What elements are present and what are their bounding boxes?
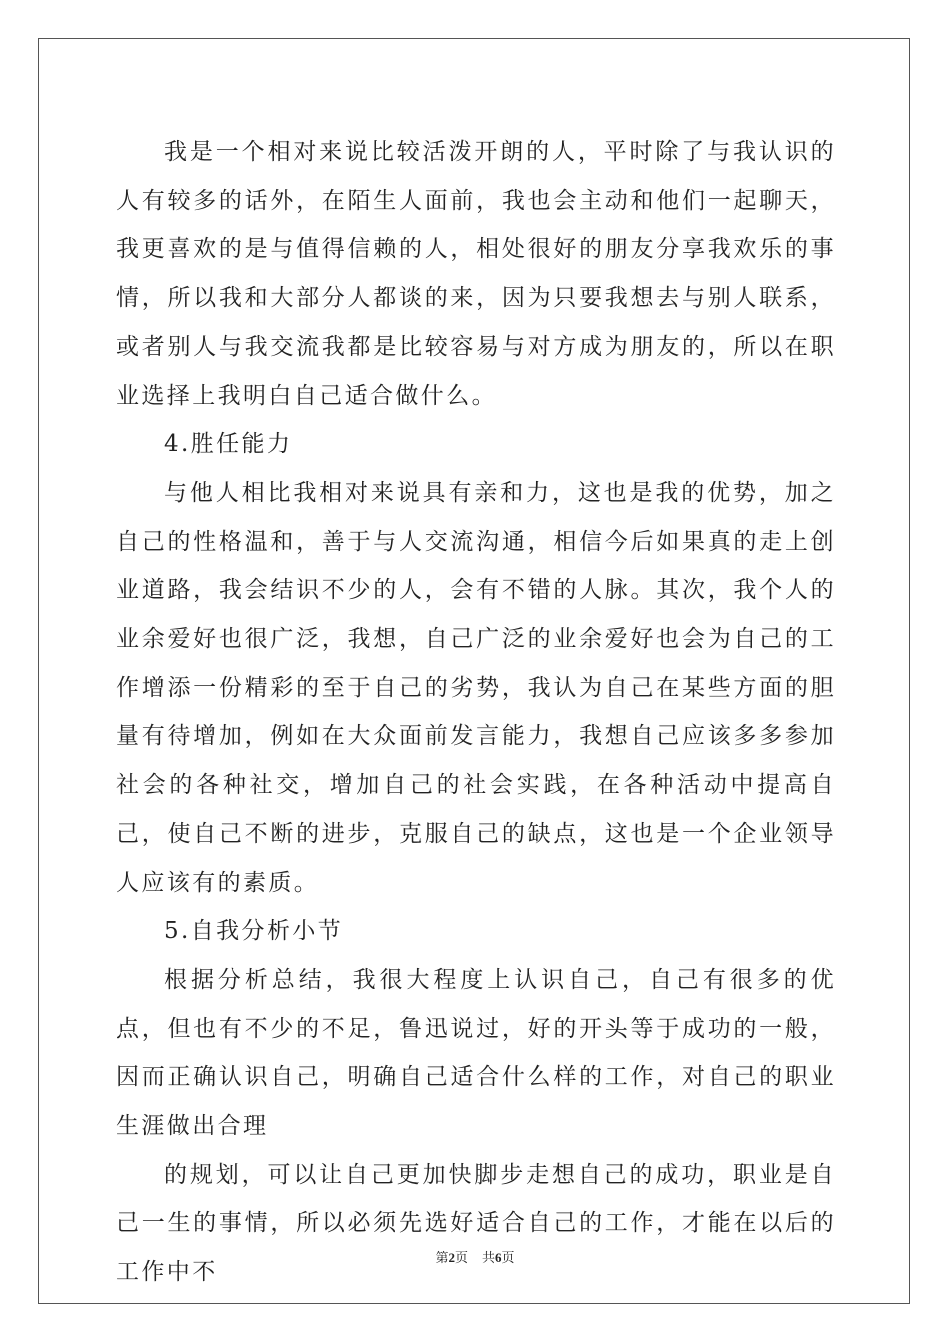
total-suffix: 页: [501, 1250, 515, 1265]
paragraph-competence: 与他人相比我相对来说具有亲和力，这也是我的优势，加之自己的性格温和，善于与人交流沟通，相信今后如果真的走上创业道路，我会结识不少的人，会有不错的人脉。其次，我个人的业余爱好也很广泛，我想，自己广泛的业余爱好也会为自己的工作增添一份精彩的至于自己的劣势，我认为自己在某些方面的胆量有待增加，例如在大众面前发言能力，我想自己应该多多参加社会的各种社交，增加自己的社会实践，在各种活动中提高自己，使自己不断的进步，克服自己的缺点，这也是一个企业领导人应该有的素质。: [116, 479, 836, 896]
page-prefix: 第: [435, 1250, 449, 1265]
total-pages: 6: [495, 1250, 502, 1265]
heading-self-analysis-summary: 5.自我分析小节: [164, 918, 344, 945]
page-suffix: 页: [454, 1250, 468, 1265]
heading-competence: 4.胜任能力: [164, 431, 293, 458]
total-prefix: 共: [482, 1250, 496, 1265]
page-footer: [0, 1247, 950, 1266]
paragraph-summary: 根据分析总结，我很大程度上认识自己，自己有很多的优点，但也有不少的不足，鲁迅说过，好的开头等于成功的一般，因而正确认识自己，明确自己适合什么样的工作，对自己的职业生涯做出合理: [116, 966, 836, 1140]
paragraph-personality: 我是一个相对来说比较活泼开朗的人，平时除了与我认识的人有较多的话外，在陌生人面前，我也会主动和他们一起聊天，我更喜欢的是与值得信赖的人，相处很好的朋友分享我欢乐的事情，所以我和大部分人都谈的来，因为只要我想去与别人联系，或者别人与我交流我都是比较容易与对方成为朋友的，所以在职业选择上我明白自己适合做什么。: [116, 139, 836, 409]
page-number: 2: [448, 1250, 455, 1265]
paragraph-planning: 的规划，可以让自己更加快脚步走想自己的成功，职业是自己一生的事情，所以必须先选好适合自己的工作，才能在以后的工作中不: [116, 1161, 836, 1286]
document-body: [116, 128, 836, 1297]
